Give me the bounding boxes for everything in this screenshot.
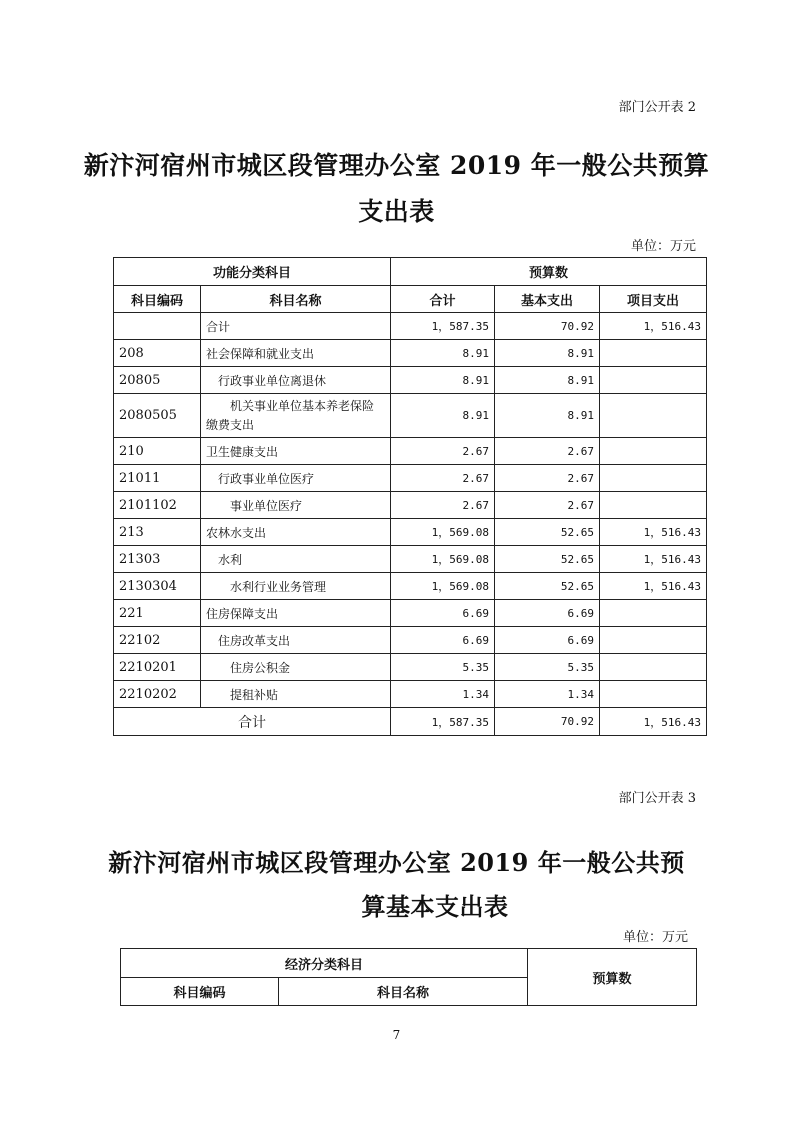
row-basic: 2.67: [495, 438, 600, 465]
row-basic: 6.69: [495, 627, 600, 654]
row-project: [600, 654, 707, 681]
row-name: 卫生健康支出: [201, 438, 391, 465]
row-code: 208: [114, 340, 201, 367]
table3-col-code: 科目编码: [121, 978, 279, 1006]
row-total: 6.69: [391, 627, 495, 654]
row-basic: 52.65: [495, 519, 600, 546]
row-code: 2101102: [114, 492, 201, 519]
row-name: 农林水支出: [201, 519, 391, 546]
row-code: 221: [114, 600, 201, 627]
table-row: [114, 465, 707, 492]
row-total: 2.67: [391, 438, 495, 465]
row-project: [600, 465, 707, 492]
row-name: 社会保障和就业支出: [201, 340, 391, 367]
table-row: [114, 438, 707, 465]
table-row: [114, 492, 707, 519]
row-name: 住房保障支出: [201, 600, 391, 627]
row-name: 事业单位医疗: [201, 492, 391, 519]
table-row: [114, 573, 707, 600]
row-total: 2.67: [391, 492, 495, 519]
table3-title-line2: 算基本支出表: [361, 892, 509, 921]
row-code: 210: [114, 438, 201, 465]
row-code: 2080505: [114, 394, 201, 438]
row-name: 住房公积金: [201, 654, 391, 681]
page-number: 7: [392, 1028, 401, 1042]
table-row: [114, 546, 707, 573]
table2-col-code: 科目编码: [114, 286, 201, 313]
table2-title-line1: 新汴河宿州市城区段管理办公室 2019 年一般公共预算: [83, 151, 710, 180]
row-project: 1，516.43: [600, 519, 707, 546]
row-code: 20805: [114, 367, 201, 394]
table-row: [114, 367, 707, 394]
row-basic: 8.91: [495, 367, 600, 394]
row-name: 提租补贴: [201, 681, 391, 708]
table2-col-basic: 基本支出: [495, 286, 600, 313]
row-code: 22102: [114, 627, 201, 654]
footer-basic: 70.92: [495, 708, 600, 736]
table2-group-header-budget: 预算数: [391, 258, 707, 286]
row-total: 1，569.08: [391, 573, 495, 600]
table3-title-line1: 新汴河宿州市城区段管理办公室 2019 年一般公共预: [108, 848, 685, 877]
row-basic: 8.91: [495, 340, 600, 367]
row-name: 行政事业单位医疗: [201, 465, 391, 492]
table2-col-project: 项目支出: [600, 286, 707, 313]
row-total: 5.35: [391, 654, 495, 681]
row-total: 1，569.08: [391, 546, 495, 573]
footer-project: 1，516.43: [600, 708, 707, 736]
row-code: [114, 313, 201, 340]
table3-unit: 单位：万元: [622, 930, 688, 945]
row-total: 8.91: [391, 340, 495, 367]
table2-title-line2: 支出表: [358, 197, 435, 226]
row-total: 1，569.08: [391, 519, 495, 546]
table2-col-total: 合计: [391, 286, 495, 313]
row-project: 1，516.43: [600, 313, 707, 340]
table-footer-row: [114, 708, 707, 736]
row-total: 8.91: [391, 394, 495, 438]
table-row: [114, 519, 707, 546]
table-row: [114, 627, 707, 654]
row-name: 水利行业业务管理: [201, 573, 391, 600]
table-row: [114, 313, 707, 340]
table2-col-name: 科目名称: [201, 286, 391, 313]
row-project: [600, 367, 707, 394]
row-project: [600, 627, 707, 654]
row-name: 合计: [201, 313, 391, 340]
row-total: 8.91: [391, 367, 495, 394]
table-row: [114, 600, 707, 627]
row-code: 2210201: [114, 654, 201, 681]
row-project: [600, 340, 707, 367]
table2-label: 部门公开表 2: [618, 100, 696, 115]
row-name: 住房改革支出: [201, 627, 391, 654]
table2: [113, 257, 707, 736]
row-name: 水利: [201, 546, 391, 573]
table3-label: 部门公开表 3: [618, 791, 696, 806]
row-project: [600, 600, 707, 627]
row-code: 21011: [114, 465, 201, 492]
table3-group-header: 经济分类科目: [121, 949, 528, 978]
table-row: [114, 394, 707, 438]
row-basic: 52.65: [495, 546, 600, 573]
row-name: 机关事业单位基本养老保险缴费支出: [201, 394, 391, 438]
table3: [120, 948, 697, 1006]
table3-budget-header: 预算数: [528, 949, 697, 1006]
row-basic: 6.69: [495, 600, 600, 627]
row-code: 2130304: [114, 573, 201, 600]
table2-unit: 单位：万元: [630, 239, 696, 254]
row-code: 213: [114, 519, 201, 546]
row-basic: 70.92: [495, 313, 600, 340]
row-basic: 2.67: [495, 492, 600, 519]
row-name: 行政事业单位离退休: [201, 367, 391, 394]
row-project: [600, 438, 707, 465]
row-project: 1，516.43: [600, 573, 707, 600]
table3-col-name: 科目名称: [279, 978, 528, 1006]
row-project: [600, 681, 707, 708]
row-basic: 52.65: [495, 573, 600, 600]
row-basic: 2.67: [495, 465, 600, 492]
row-basic: 8.91: [495, 394, 600, 438]
row-project: [600, 492, 707, 519]
row-project: [600, 394, 707, 438]
table2-group-header-category: 功能分类科目: [114, 258, 391, 286]
table-row: [114, 681, 707, 708]
row-basic: 1.34: [495, 681, 600, 708]
footer-label: 合计: [114, 708, 391, 736]
row-basic: 5.35: [495, 654, 600, 681]
row-total: 1.34: [391, 681, 495, 708]
row-code: 2210202: [114, 681, 201, 708]
row-total: 1，587.35: [391, 313, 495, 340]
row-total: 6.69: [391, 600, 495, 627]
footer-total: 1，587.35: [391, 708, 495, 736]
row-project: 1，516.43: [600, 546, 707, 573]
table-row: [114, 654, 707, 681]
row-total: 2.67: [391, 465, 495, 492]
table-row: [114, 340, 707, 367]
row-code: 21303: [114, 546, 201, 573]
